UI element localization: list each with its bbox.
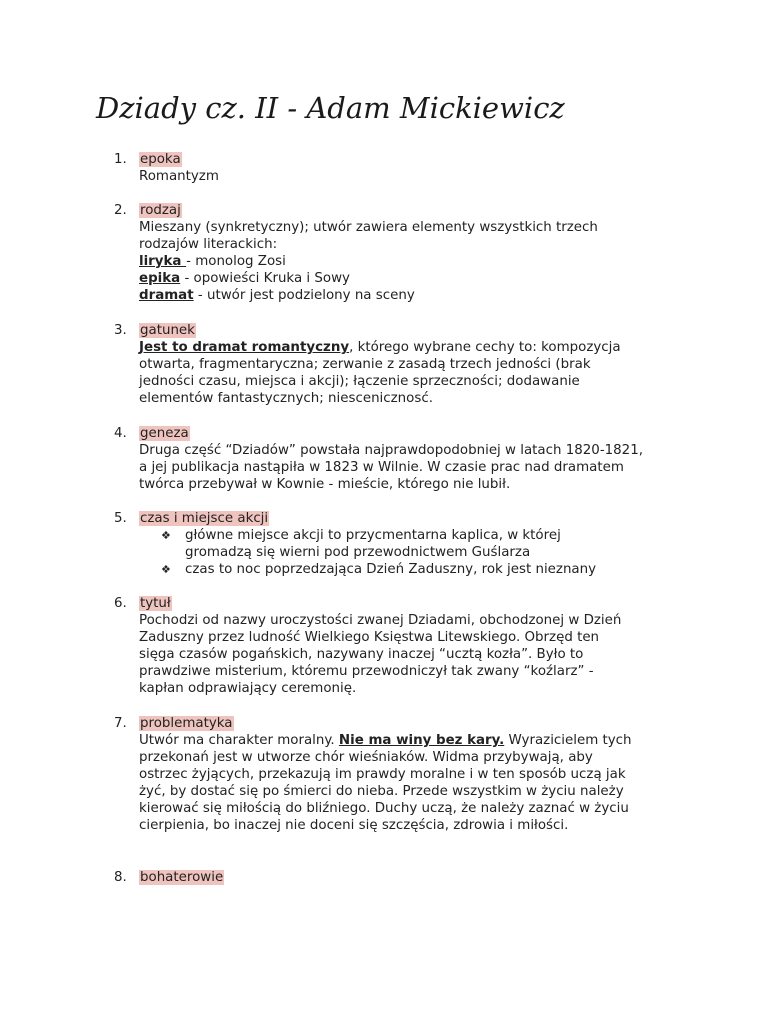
bullet-list bbox=[139, 527, 699, 578]
item-text: przekonań jest w utworze chór wieśniaków. Widma przybywają, aby bbox=[139, 750, 593, 765]
item-text: Zaduszny przez ludność Wielkiego Księstwa Litewskiego. Obrzęd ten bbox=[139, 630, 600, 645]
item-text: cierpienia, bo inaczej nie doceni się szczęścia, zdrowia i miłości. bbox=[139, 818, 569, 833]
item-text: Wyrazicielem tych bbox=[504, 733, 632, 748]
item-text: jedności czasu, miejsca i akcji); łączenie sprzeczności; dodawanie bbox=[139, 374, 580, 389]
diamond-bullet-icon: ❖ bbox=[161, 529, 171, 542]
item-number: 8. bbox=[114, 870, 127, 885]
bullet-text: główne miejsce akcji to przycmentarna kaplica, w której bbox=[185, 528, 561, 543]
item-text: prawdziwe misterium, któremu przewodniczył tak zwany “koźlarz” - bbox=[139, 664, 594, 679]
bullet-item bbox=[139, 561, 699, 578]
bold-phrase: Jest to dramat romantyczny bbox=[139, 340, 350, 355]
item-heading: tytuł bbox=[140, 596, 171, 611]
sub-text: - utwór jest podzielony na sceny bbox=[193, 288, 415, 303]
item-number: 4. bbox=[114, 426, 127, 441]
sub-term: liryka bbox=[139, 254, 187, 269]
sub-term: epika bbox=[139, 271, 181, 286]
item-heading: problematyka bbox=[140, 716, 233, 731]
item-heading: geneza bbox=[140, 426, 189, 441]
item-text: Utwór ma charakter moralny. bbox=[139, 733, 339, 748]
sub-item bbox=[139, 253, 699, 270]
item-number: 7. bbox=[114, 716, 127, 731]
item-number: 1. bbox=[114, 152, 127, 167]
item-text: , którego wybrane cechy to: kompozycja bbox=[349, 340, 621, 355]
sub-item bbox=[139, 287, 699, 304]
item-heading: czas i miejsce akcji bbox=[140, 511, 269, 526]
page-title: Dziady cz. II - Adam Mickiewicz bbox=[96, 91, 565, 125]
item-number: 3. bbox=[114, 323, 127, 338]
item-text: kapłan odprawiający ceremonię. bbox=[139, 681, 357, 696]
bullet-item bbox=[139, 527, 699, 561]
item-text: Druga część “Dziadów” powstała najprawdopodobniej w latach 1820-1821, bbox=[139, 443, 643, 458]
item-heading: gatunek bbox=[140, 323, 195, 338]
sub-text: - monolog Zosi bbox=[186, 254, 286, 269]
item-number: 5. bbox=[114, 511, 127, 526]
sub-term: dramat bbox=[139, 288, 194, 303]
item-text: otwarta, fragmentaryczna; zerwanie z zasadą trzech jedności (brak bbox=[139, 357, 591, 372]
item-text: a jej publikacja nastąpiła w 1823 w Wilnie. W czasie prac nad dramatem bbox=[139, 460, 624, 475]
item-text: kierować się miłością do bliźniego. Duchy uczą, że należy zaznać w życiu bbox=[139, 801, 629, 816]
item-heading: rodzaj bbox=[140, 203, 181, 218]
bullet-text: czas to noc poprzedzająca Dzień Zaduszny, rok jest nieznany bbox=[185, 562, 597, 577]
item-number: 2. bbox=[114, 203, 127, 218]
item-text: twórca przebywał w Kownie - mieście, którego nie lubił. bbox=[139, 477, 511, 492]
item-text: sięga czasów pogańskich, nazywany inaczej “ucztą kozła”. Było to bbox=[139, 647, 584, 662]
item-text: elementów fantastycznych; niescenicznosć. bbox=[139, 391, 433, 406]
bullet-text: gromadzą się wierni pod przewodnictwem Guślarza bbox=[185, 545, 531, 560]
diamond-bullet-icon: ❖ bbox=[161, 563, 171, 576]
item-text: Mieszany (synkretyczny); utwór zawiera elementy wszystkich trzech bbox=[139, 220, 598, 235]
item-number: 6. bbox=[114, 596, 127, 611]
item-text: Romantyzm bbox=[139, 169, 219, 184]
item-text: rodzajów literackich: bbox=[139, 237, 278, 252]
sub-item bbox=[139, 270, 699, 287]
item-heading: bohaterowie bbox=[140, 870, 224, 885]
item-text: Pochodzi od nazwy uroczystości zwanej Dziadami, obchodzonej w Dzień bbox=[139, 613, 622, 628]
item-heading: epoka bbox=[140, 152, 181, 167]
sub-text: - opowieści Kruka i Sowy bbox=[180, 271, 350, 286]
item-text: ostrzec żyjących, przekazują im prawdy moralne i w ten sposób uczą jak bbox=[139, 767, 626, 782]
item-text: żyć, by dostać się po śmierci do nieba. Przede wszystkim w życiu należy bbox=[139, 784, 624, 799]
bold-phrase: Nie ma winy bez kary. bbox=[338, 733, 505, 748]
